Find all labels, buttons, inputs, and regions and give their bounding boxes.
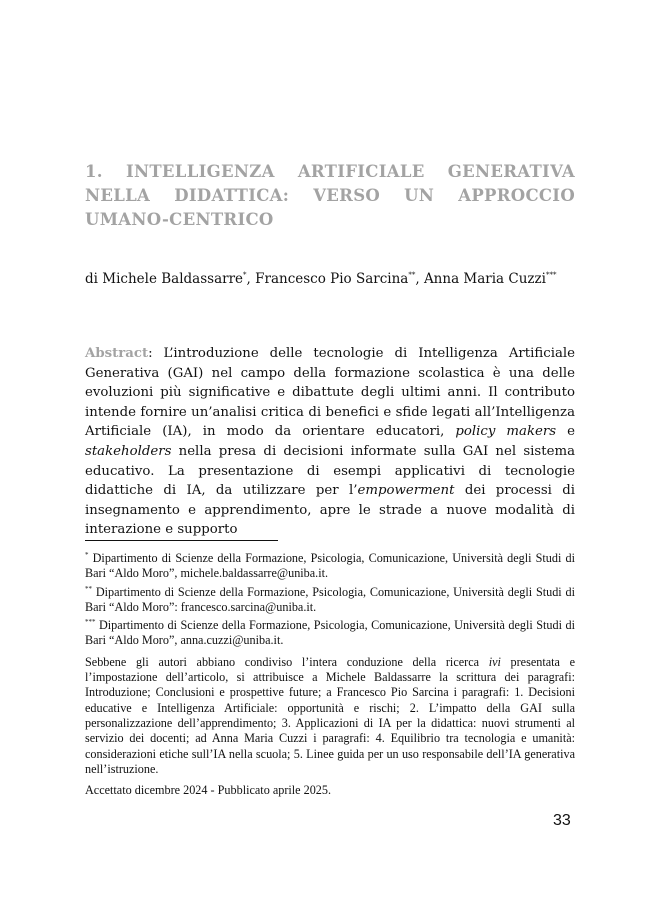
note-emphasis: ivi (488, 654, 501, 669)
abstract-emphasis: empowerment (357, 483, 455, 499)
author-name: Francesco Pio Sarcina (255, 271, 409, 287)
abstract-emphasis: policy makers (455, 424, 557, 440)
footnote-marker: * (85, 551, 89, 559)
abstract-emphasis: stakeholders (85, 443, 172, 459)
footnote-marker: ** (408, 271, 416, 279)
footnote (85, 615, 575, 649)
author-name: Michele Baldassarre (102, 271, 244, 287)
abstract-label: Abstract (85, 346, 149, 361)
footnote-separator (85, 540, 278, 541)
footnote (85, 548, 575, 582)
author-line: di Michele Baldassarre*, Francesco Pio Sarcina**, Anna Maria Cuzzi*** (85, 271, 557, 287)
note-text: Sebbene gli autori abbiano condiviso l’intera conduzione della ricerca (85, 654, 489, 669)
footnote (85, 582, 575, 616)
footnotes (85, 548, 575, 798)
footnote-marker: ** (85, 584, 92, 593)
author-prefix: di (85, 271, 98, 287)
footnote-marker: *** (545, 271, 557, 279)
note-text: presentata e l’impostazione dell’articolo, si attribuisce a Michele Baldassarre la scrittura dei paragrafi: Introduzione; Conclusioni e prospettive future; a Francesco Pio Sarcina i paragrafi: 1. Decisioni educative e Intelligenza Artificiale: opportunità e rischi; 2. L’impatto della GAI sulla personalizzazione dell’apprendimento; 3. Applicazioni di IA per la didattica: nuovi strumenti al servizio dei docenti; ad Anna Maria Cuzzi i paragrafi: 4. Equilibrio tra tecnologia e umanità: considerazioni etiche sull’IA nella scuola; 5. Linee guida per un uso responsabile dell’IA generativa nell’istruzione. (85, 654, 576, 776)
abstract-text: : L’introduzione delle tecnologie di Intelligenza Artificiale Generativa (GAI) nel campo della formazione scolastica è una delle evoluzioni più significative e dibattute degli ultimi anni. Il contributo intende fornire un’analisi critica di benefici e sfide legati all’Intelligenza Artificiale (IA), in modo da orientare educatori, (85, 346, 575, 440)
authorship-note (85, 655, 575, 777)
author-name: Anna Maria Cuzzi (423, 271, 546, 287)
footnote-text: Dipartimento di Scienze della Formazione, Psicologia, Comunicazione, Università degli Studi di Bari “Aldo Moro”, anna.cuzzi@uniba.it. (85, 618, 575, 648)
footnote-text: Dipartimento di Scienze della Formazione, Psicologia, Comunicazione, Università degli Studi di Bari “Aldo Moro”, michele.baldassarre@uniba.it. (85, 551, 575, 581)
abstract-text: dei processi di insegnamento e apprendimento, apre le strade a nuove modalità di interazione e supporto (85, 483, 576, 538)
abstract-text: e (556, 424, 575, 440)
abstract-text: nella presa di decisioni informate sulla GAI nel sistema educativo. La presentazione di esempi applicativi di tecnologie didattiche di IA, da utilizzare per l’ (85, 443, 575, 499)
footnote-marker: *** (85, 618, 96, 627)
publication-dates: Accettato dicembre 2024 - Pubblicato aprile 2025. (85, 783, 332, 798)
chapter-title: 1. INTELLIGENZA ARTIFICIALE GENERATIVA NELLA DIDATTICA: VERSO UN APPROCCIO UMANO-CENTRICO (85, 162, 575, 229)
abstract (85, 344, 575, 540)
footnote-text: Dipartimento di Scienze della Formazione, Psicologia, Comunicazione, Università degli Studi di Bari “Aldo Moro”: francesco.sarcina@uniba.it. (85, 584, 575, 614)
footnote-marker: * (243, 271, 247, 279)
page-number: 33 (553, 812, 571, 829)
